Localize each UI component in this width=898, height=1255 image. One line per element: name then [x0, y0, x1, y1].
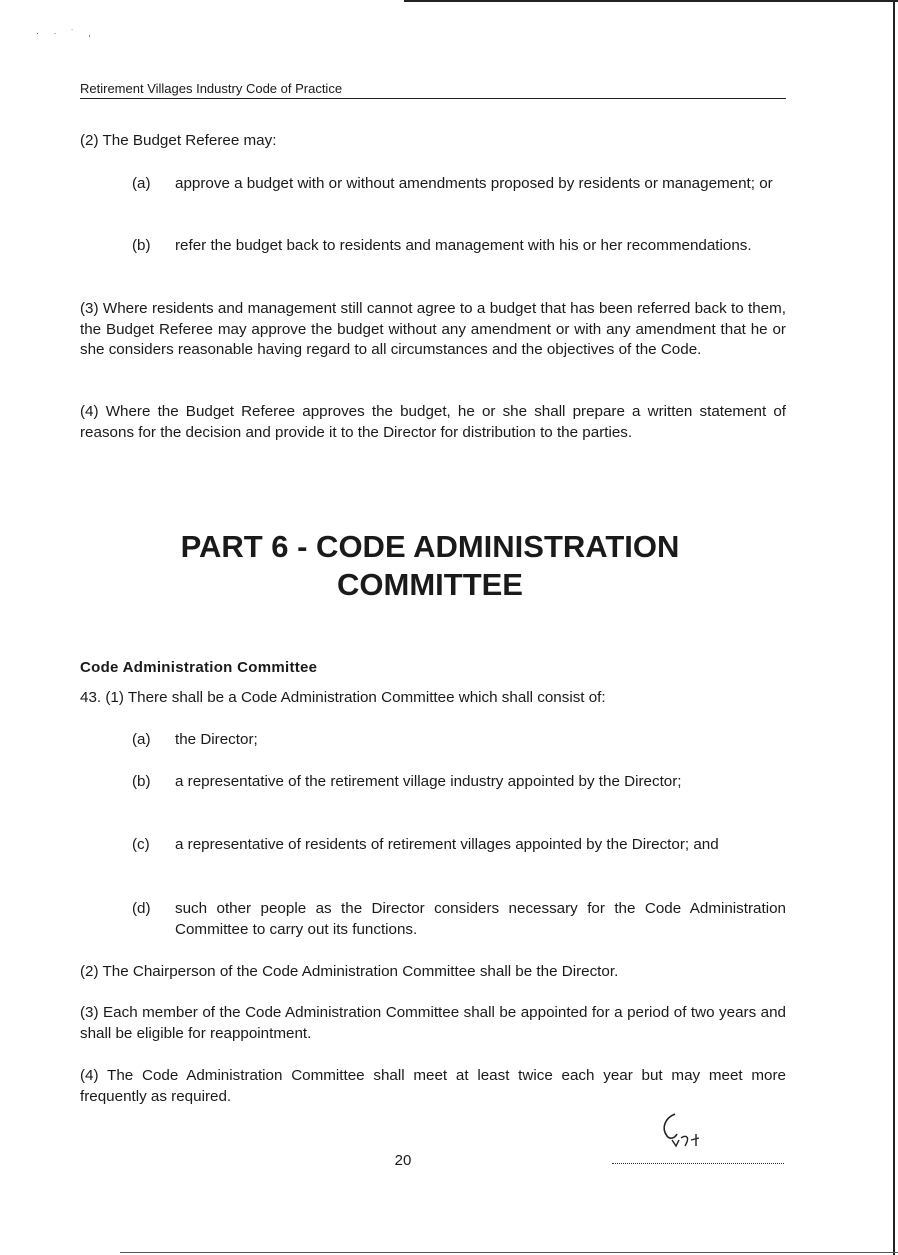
item-label: (b) [132, 773, 151, 790]
part-title [130, 528, 730, 604]
scan-border-bottom [120, 1252, 898, 1253]
part-title-line2: COMMITTEE [337, 567, 523, 602]
committee-item-b [132, 772, 786, 793]
item-label: (b) [132, 237, 151, 254]
scan-specks: · · ˙ ‚ [36, 28, 97, 38]
budget-item-b [132, 236, 786, 257]
page-number: 20 [394, 1152, 412, 1169]
signature-line [612, 1163, 784, 1164]
budget-para-4: (4) Where the Budget Referee approves the budget, he or she shall prepare a written statement of reasons for the decision and provide it to the Director for distribution to the parties. [80, 403, 786, 441]
section43-para-2: (2) The Chairperson of the Code Administration Committee shall be the Director. [80, 963, 619, 980]
section-heading: Code Administration Committee [80, 659, 318, 676]
scan-border-top [404, 0, 898, 2]
part-title-line1: PART 6 - CODE ADMINISTRATION [180, 529, 680, 564]
scan-border-right [893, 0, 895, 1255]
item-label: (a) [132, 175, 151, 192]
item-text: a representative of the retirement village industry appointed by the Director; [175, 773, 682, 790]
running-header: Retirement Villages Industry Code of Practice [80, 81, 786, 99]
section43-para-4: (4) The Code Administration Committee shall meet at least twice each year but may meet more frequently as required. [80, 1067, 786, 1105]
item-label: (c) [132, 836, 150, 853]
section43-intro: 43. (1) There shall be a Code Administration Committee which shall consist of: [80, 689, 606, 706]
item-text: a representative of residents of retirement villages appointed by the Director; and [175, 836, 719, 853]
budget-para-3: (3) Where residents and management still cannot agree to a budget that has been referred back to them, the Budget Referee may approve the budget without any amendment or with any amendment that he or she considers reasonable having regard to all circumstances and the objectives of the Code. [80, 300, 786, 358]
item-text: refer the budget back to residents and management with his or her recommendations. [175, 237, 752, 254]
committee-item-d [132, 899, 786, 940]
item-text: such other people as the Director considers necessary for the Code Administration Committee to carry out its functions. [175, 900, 786, 938]
initials-signature [655, 1110, 715, 1152]
section43-para-3: (3) Each member of the Code Administration Committee shall be appointed for a period of two years and shall be eligible for reappointment. [80, 1004, 786, 1042]
item-label: (d) [132, 900, 151, 917]
budget-item-a [132, 174, 786, 195]
committee-item-a [132, 730, 786, 751]
item-label: (a) [132, 731, 151, 748]
budget-para-2-intro: (2) The Budget Referee may: [80, 132, 277, 149]
item-text: the Director; [175, 731, 258, 748]
item-text: approve a budget with or without amendments proposed by residents or management; or [175, 175, 773, 192]
committee-item-c [132, 835, 786, 856]
